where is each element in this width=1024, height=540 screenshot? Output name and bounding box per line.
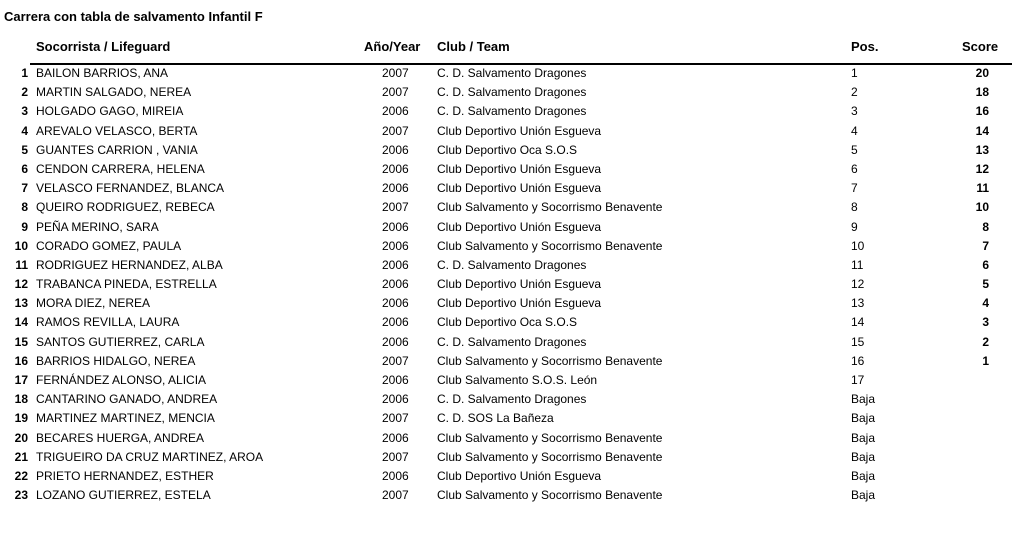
- row-number: 21: [14, 449, 28, 464]
- birth-year: 2006: [382, 181, 409, 196]
- table-row: [0, 256, 1024, 275]
- header-year: Año/Year: [364, 39, 421, 54]
- score: 4: [982, 296, 989, 311]
- table-row: [0, 160, 1024, 179]
- birth-year: 2006: [382, 468, 409, 483]
- birth-year: 2006: [382, 161, 409, 176]
- position: Baja: [851, 449, 876, 464]
- birth-year: 2007: [382, 85, 409, 100]
- row-number: 7: [21, 181, 28, 196]
- position: Baja: [851, 488, 876, 503]
- lifeguard-name: MARTIN SALGADO, NEREA: [36, 85, 192, 100]
- score: 2: [982, 334, 989, 349]
- lifeguard-name: HOLGADO GAGO, MIREIA: [36, 104, 184, 119]
- header-score: Score: [962, 39, 999, 54]
- table-row: [0, 390, 1024, 409]
- position: 15: [851, 334, 865, 349]
- row-number: 1: [21, 66, 28, 80]
- position: 13: [851, 296, 865, 311]
- row-number: 8: [21, 200, 28, 215]
- lifeguard-name: MORA DIEZ, NEREA: [36, 296, 151, 311]
- lifeguard-name: BAILON BARRIOS, ANA: [36, 66, 169, 80]
- row-number: 11: [15, 257, 28, 272]
- row-number: 23: [14, 488, 28, 503]
- header-position: Pos.: [851, 39, 879, 54]
- lifeguard-name: RODRIGUEZ HERNANDEZ, ALBA: [36, 257, 223, 272]
- row-number: 2: [21, 85, 28, 100]
- birth-year: 2006: [382, 315, 409, 330]
- score: 7: [982, 238, 989, 253]
- row-number: 19: [14, 411, 28, 426]
- lifeguard-name: PEÑA MERINO, SARA: [36, 219, 159, 234]
- club-name: C. D. Salvamento Dragones: [437, 85, 587, 100]
- birth-year: 2007: [382, 411, 409, 426]
- lifeguard-name: VELASCO FERNANDEZ, BLANCA: [36, 181, 225, 196]
- position: 4: [851, 123, 858, 138]
- club-name: Club Deportivo Oca S.O.S: [437, 142, 578, 157]
- table-row: [0, 64, 1024, 83]
- club-name: Club Salvamento y Socorrismo Benavente: [437, 449, 663, 464]
- lifeguard-name: MARTINEZ MARTINEZ, MENCIA: [36, 411, 215, 426]
- club-name: Club Deportivo Unión Esgueva: [437, 219, 602, 234]
- birth-year: 2007: [382, 66, 409, 80]
- table-row: [0, 102, 1024, 121]
- row-number: 3: [21, 104, 28, 119]
- birth-year: 2006: [382, 104, 409, 119]
- birth-year: 2006: [382, 373, 409, 387]
- row-number: 20: [14, 430, 28, 445]
- lifeguard-name: TRABANCA PINEDA, ESTRELLA: [36, 277, 217, 292]
- row-number: 10: [14, 238, 28, 253]
- club-name: Club Deportivo Unión Esgueva: [437, 277, 602, 292]
- birth-year: 2006: [382, 430, 409, 445]
- header-lifeguard: Socorrista / Lifeguard: [36, 39, 171, 54]
- position: 8: [851, 200, 858, 215]
- score: 14: [975, 123, 989, 138]
- club-name: Club Deportivo Unión Esgueva: [437, 161, 602, 176]
- position: 12: [851, 277, 865, 292]
- row-number: 17: [14, 373, 28, 387]
- score: 18: [975, 85, 989, 100]
- score: 10: [975, 200, 989, 215]
- birth-year: 2007: [382, 200, 409, 215]
- row-number: 9: [21, 219, 28, 234]
- club-name: Club Deportivo Unión Esgueva: [437, 296, 602, 311]
- club-name: Club Deportivo Unión Esgueva: [437, 123, 602, 138]
- table-row: [0, 218, 1024, 237]
- lifeguard-name: TRIGUEIRO DA CRUZ MARTINEZ, AROA: [36, 449, 264, 464]
- lifeguard-name: BARRIOS HIDALGO, NEREA: [36, 353, 196, 368]
- birth-year: 2006: [382, 142, 409, 157]
- lifeguard-name: RAMOS REVILLA, LAURA: [36, 315, 180, 330]
- score: 13: [975, 142, 989, 157]
- row-number: 6: [21, 161, 28, 176]
- row-number: 16: [14, 353, 28, 368]
- row-number: 14: [14, 315, 28, 330]
- birth-year: 2006: [382, 257, 409, 272]
- table-row: [0, 371, 1024, 390]
- birth-year: 2006: [382, 219, 409, 234]
- lifeguard-name: CORADO GOMEZ, PAULA: [36, 238, 182, 253]
- birth-year: 2007: [382, 353, 409, 368]
- position: 2: [851, 85, 858, 100]
- lifeguard-name: LOZANO GUTIERREZ, ESTELA: [36, 488, 211, 503]
- table-row: [0, 409, 1024, 428]
- club-name: Club Salvamento y Socorrismo Benavente: [437, 353, 663, 368]
- row-number: 22: [14, 468, 28, 483]
- position: 1: [851, 66, 858, 80]
- birth-year: 2006: [382, 392, 409, 407]
- position: 3: [851, 104, 858, 119]
- birth-year: 2006: [382, 277, 409, 292]
- row-number: 12: [14, 277, 28, 292]
- score: 5: [982, 277, 989, 292]
- club-name: Club Deportivo Oca S.O.S: [437, 315, 578, 330]
- club-name: Club Deportivo Unión Esgueva: [437, 181, 602, 196]
- table-row: [0, 198, 1024, 217]
- birth-year: 2007: [382, 449, 409, 464]
- birth-year: 2007: [382, 488, 409, 503]
- position: Baja: [851, 392, 876, 407]
- row-number: 4: [21, 123, 28, 138]
- birth-year: 2006: [382, 238, 409, 253]
- table-row: [0, 83, 1024, 102]
- club-name: C. D. Salvamento Dragones: [437, 392, 587, 407]
- table-row: [0, 179, 1024, 198]
- birth-year: 2006: [382, 296, 409, 311]
- club-name: Club Salvamento y Socorrismo Benavente: [437, 488, 663, 503]
- table-row: [0, 294, 1024, 313]
- club-name: C. D. Salvamento Dragones: [437, 66, 587, 80]
- position: 5: [851, 142, 858, 157]
- lifeguard-name: GUANTES CARRION , VANIA: [36, 142, 198, 157]
- position: 10: [851, 238, 865, 253]
- lifeguard-name: FERNÁNDEZ ALONSO, ALICIA: [36, 373, 207, 387]
- club-name: Club Salvamento S.O.S. León: [437, 373, 598, 387]
- table-row: [0, 333, 1024, 352]
- table-row: [0, 313, 1024, 332]
- score: 3: [982, 315, 989, 330]
- position: Baja: [851, 430, 876, 445]
- score: 8: [982, 219, 989, 234]
- position: 14: [851, 315, 865, 330]
- position: 17: [851, 373, 865, 387]
- lifeguard-name: BECARES HUERGA, ANDREA: [36, 430, 205, 445]
- position: 6: [851, 161, 858, 176]
- club-name: Club Deportivo Unión Esgueva: [437, 468, 602, 483]
- club-name: C. D. Salvamento Dragones: [437, 104, 587, 119]
- club-name: Club Salvamento y Socorrismo Benavente: [437, 238, 663, 253]
- score: 20: [975, 66, 989, 80]
- lifeguard-name: QUEIRO RODRIGUEZ, REBECA: [36, 200, 215, 215]
- lifeguard-name: CENDON CARRERA, HELENA: [36, 161, 205, 176]
- position: 11: [851, 257, 864, 272]
- row-number: 15: [14, 334, 28, 349]
- table-row: [0, 486, 1024, 505]
- birth-year: 2006: [382, 334, 409, 349]
- score: 6: [982, 257, 989, 272]
- club-name: Club Salvamento y Socorrismo Benavente: [437, 200, 663, 215]
- lifeguard-name: AREVALO VELASCO, BERTA: [36, 123, 198, 138]
- table-row: [0, 448, 1024, 467]
- row-number: 18: [14, 392, 28, 407]
- table-row: [0, 467, 1024, 486]
- table-row: [0, 429, 1024, 448]
- table-row: [0, 122, 1024, 141]
- birth-year: 2007: [382, 123, 409, 138]
- score: 1: [982, 353, 989, 368]
- table-row: [0, 237, 1024, 256]
- position: 9: [851, 219, 858, 234]
- position: Baja: [851, 468, 876, 483]
- results-table: [0, 64, 1024, 505]
- score: 12: [975, 161, 989, 176]
- header-club: Club / Team: [437, 39, 510, 54]
- score: 16: [975, 104, 989, 119]
- row-number: 5: [21, 142, 28, 157]
- club-name: Club Salvamento y Socorrismo Benavente: [437, 430, 663, 445]
- page-title: Carrera con tabla de salvamento Infantil F: [4, 9, 263, 24]
- row-number: 13: [14, 296, 28, 311]
- table-row: [0, 275, 1024, 294]
- position: 16: [851, 353, 865, 368]
- lifeguard-name: PRIETO HERNANDEZ, ESTHER: [36, 468, 214, 483]
- club-name: C. D. Salvamento Dragones: [437, 257, 587, 272]
- club-name: C. D. SOS La Bañeza: [437, 411, 554, 426]
- score: 11: [976, 181, 989, 196]
- club-name: C. D. Salvamento Dragones: [437, 334, 587, 349]
- position: Baja: [851, 411, 876, 426]
- table-row: [0, 141, 1024, 160]
- lifeguard-name: CANTARINO GANADO, ANDREA: [36, 392, 218, 407]
- lifeguard-name: SANTOS GUTIERREZ, CARLA: [36, 334, 205, 349]
- table-row: [0, 352, 1024, 371]
- position: 7: [851, 181, 858, 196]
